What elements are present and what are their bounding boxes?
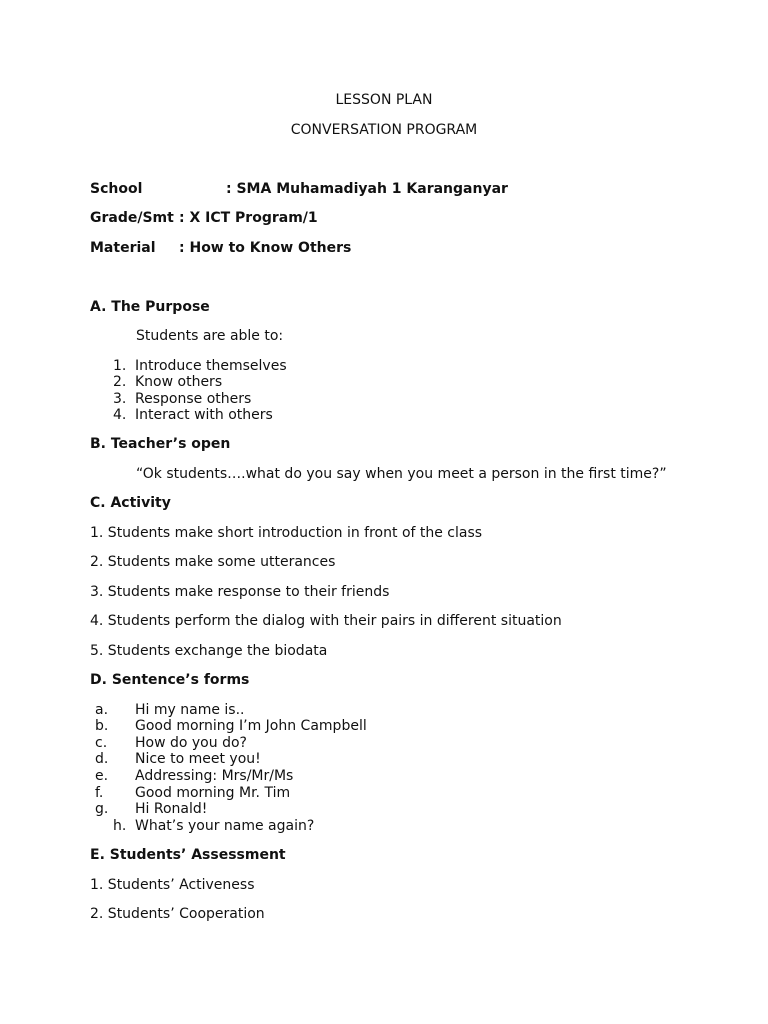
sentence-item-text: Good morning Mr. Tim (135, 785, 291, 801)
sentence-item-letter: a. (95, 702, 109, 718)
activity-item: 3. Students make response to their friends (90, 584, 390, 600)
sentence-item-text: Good morning I’m John Campbell (135, 718, 367, 734)
teacher-open-quote: “Ok students….what do you say when you meet a person in the first time?” (136, 466, 667, 482)
grade-value: : X ICT Program/1 (179, 210, 318, 226)
document-title: LESSON PLAN (335, 92, 433, 108)
document-subtitle: CONVERSATION PROGRAM (290, 122, 478, 138)
sentence-item-text: Hi Ronald! (135, 801, 208, 817)
purpose-item-number: 4. (113, 407, 127, 423)
purpose-item-text: Interact with others (135, 407, 273, 423)
section-a-intro: Students are able to: (136, 328, 284, 344)
sentence-item-letter: e. (95, 768, 109, 784)
sentence-item-letter: g. (95, 801, 109, 817)
section-b-heading: B. Teacher’s open (90, 436, 231, 452)
grade-label: Grade/Smt (90, 210, 174, 226)
purpose-item-number: 2. (113, 374, 127, 390)
sentence-item-text: Nice to meet you! (135, 751, 261, 767)
activity-item: 4. Students perform the dialog with their pairs in different situation (90, 613, 562, 629)
activity-item: 1. Students make short introduction in front of the class (90, 525, 483, 541)
purpose-item-text: Introduce themselves (135, 358, 287, 374)
sentence-item-text: Addressing: Mrs/Mr/Ms (135, 768, 294, 784)
sentence-item-letter: b. (95, 718, 109, 734)
sentence-item-text: What’s your name again? (135, 818, 315, 834)
material-label: Material (90, 240, 156, 256)
activity-item: 2. Students make some utterances (90, 554, 336, 570)
purpose-item-number: 3. (113, 391, 127, 407)
purpose-item-text: Response others (135, 391, 252, 407)
activity-item: 5. Students exchange the biodata (90, 643, 328, 659)
purpose-item-number: 1. (113, 358, 127, 374)
section-d-heading: D. Sentence’s forms (90, 672, 250, 688)
sentence-item-text: How do you do? (135, 735, 247, 751)
material-value: : How to Know Others (179, 240, 352, 256)
purpose-item-text: Know others (135, 374, 223, 390)
sentence-item-letter: f. (95, 785, 104, 801)
school-value: : SMA Muhamadiyah 1 Karanganyar (226, 181, 508, 197)
section-a-heading: A. The Purpose (90, 299, 210, 315)
section-c-heading: C. Activity (90, 495, 171, 511)
school-label: School (90, 181, 143, 197)
sentence-item-letter: c. (95, 735, 108, 751)
sentence-item-text: Hi my name is.. (135, 702, 245, 718)
assessment-item: 1. Students’ Activeness (90, 877, 255, 893)
section-e-heading: E. Students’ Assessment (90, 847, 286, 863)
assessment-item: 2. Students’ Cooperation (90, 906, 265, 922)
sentence-item-letter: h. (113, 818, 127, 834)
sentence-item-letter: d. (95, 751, 109, 767)
